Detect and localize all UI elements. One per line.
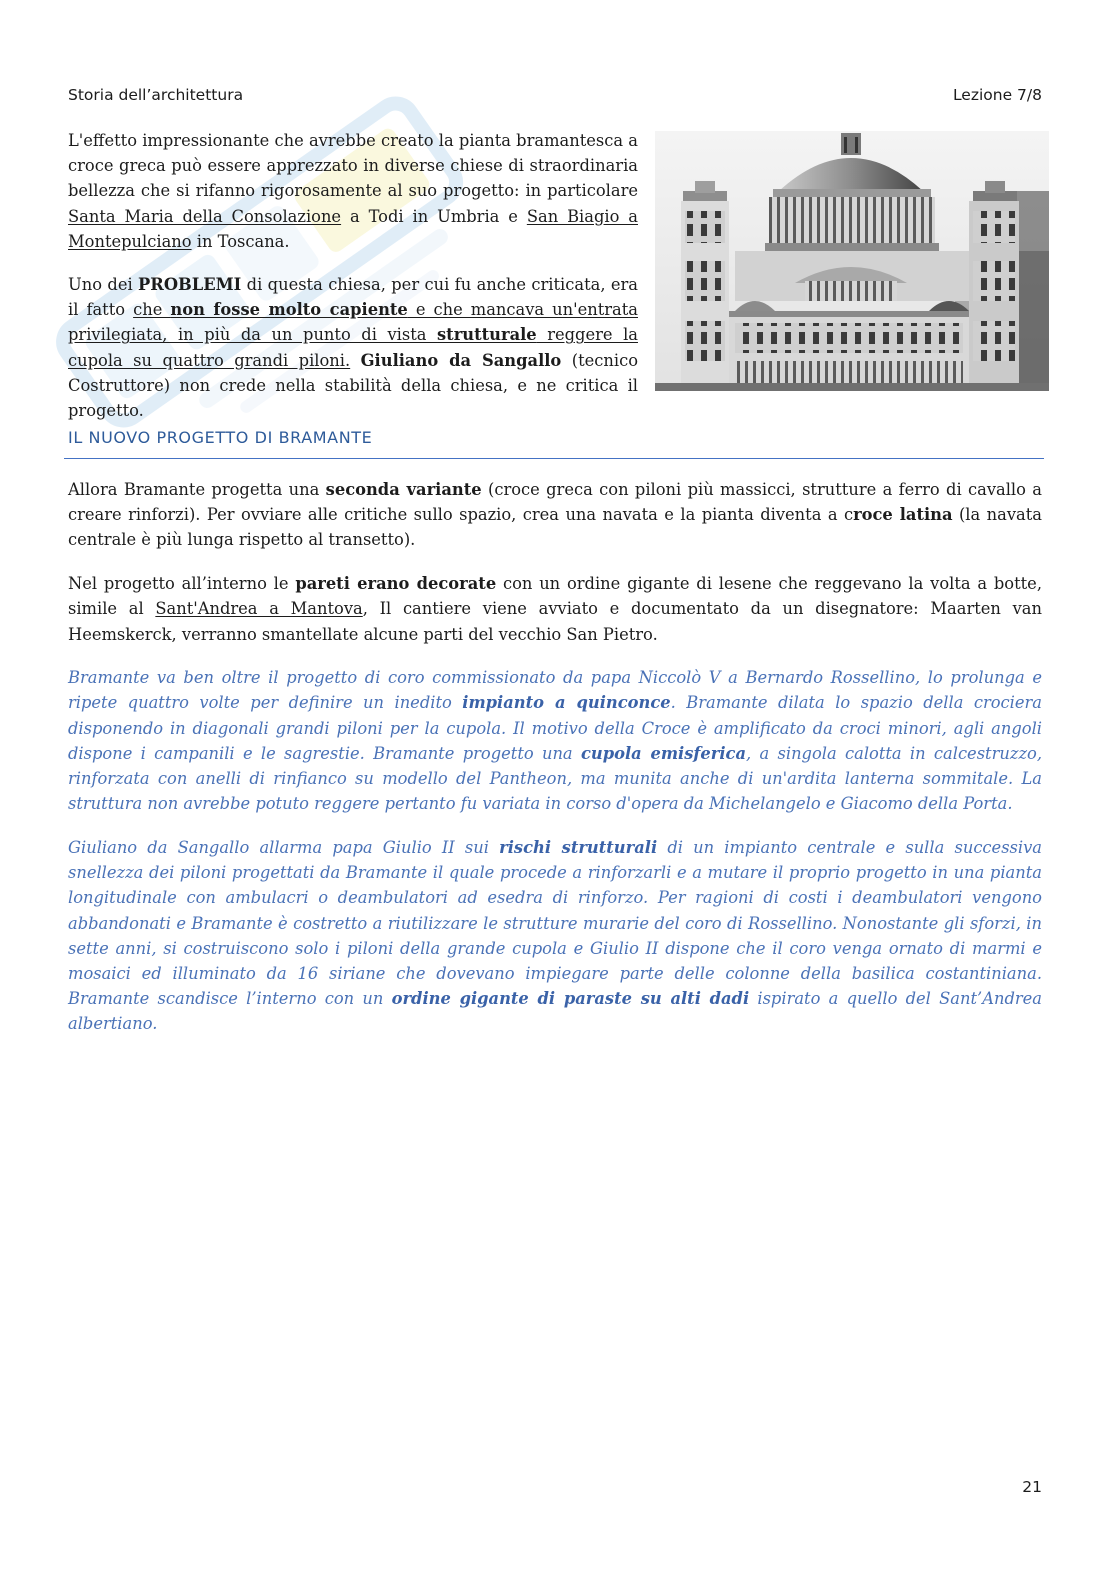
text-span: Bramante va ben oltre il progetto di coro commissionato da papa Niccolò V a Bernardo Rossellino, lo prolunga e ripete quattro volte per definire un inedito [68,668,1042,713]
text-span: , Il cantiere viene avviato e documentato da un disegnatore: Maarten van Heemskerck, verranno smantellate alcune parti del vecchio San Pietro. [68,599,1042,644]
bold-text: seconda variante [325,480,482,499]
bold-text: rischi strutturali [499,837,658,857]
bold-text: pareti erano decorate [295,574,497,594]
underlined-text: Santa Maria della Consolazione [68,206,342,226]
text-span: di un impianto centrale e sulla successiva snellezza dei piloni progettati da Bramante il quale procede a rinforzarli e a mutare il proprio progetto in una pianta longitudinale con ambulacri o deambulatori ad esedra di rinforzo. Per ragioni di costi i deambulatori vengono abbandonati e Bramante è costretto a riutilizzare le strutture murarie del coro di Rossellino. Nonostante gli sforzi, in sette anni, si costruiscono solo i piloni della grande cupola e Giulio II dispone che il coro venga ornato di marmi e mosaici ed illuminato da 16 siriane che dovevano impiegare parte delle colonne della basilica costantiniana. Bramante scandisce l’interno con un [68,837,1043,1009]
italic-paragraph-2 [68,835,1042,1037]
bold-underlined-text: strutturale [437,325,537,345]
text-span [350,351,360,370]
underlined-text: reggere la cupola su quattro grandi piloni. [68,325,638,370]
course-title: Storia dell’architettura [68,86,244,104]
underlined-text: Sant'Andrea a Mantova [155,599,363,619]
bold-text: cupola emisferica [580,743,747,763]
text-span: (croce greca con piloni più massicci, strutture a ferro di cavallo a creare rinforzi). Per ovviare alle critiche sullo spazio, crea una navata e la pianta diventa a c [68,480,1042,525]
text-span: Allora Bramante progetta una [68,480,326,499]
page-number: 21 [1022,1478,1042,1496]
intro-paragraph-2 [68,272,638,423]
text-span: Uno dei [68,275,139,295]
bold-text: ordine gigante di paraste su alti dadi [391,989,750,1009]
italic-paragraph-1 [68,665,1042,816]
main-paragraph-1 [68,477,1042,553]
bold-text: PROBLEMI [138,275,242,295]
intro-block [68,128,638,423]
intro-paragraph-1 [68,128,638,254]
text-span: Nel progetto all’interno le [68,574,296,594]
text-span: L'effetto impressionante che avrebbe creato la pianta bramantesca a croce greca può essere apprezzato in diverse chiese di straordinaria bellezza che si rifanno rigorosamente al suo progetto: in particolare [68,131,638,201]
church-engraving-image [655,131,1049,391]
underlined-text: e che mancava un'entrata privilegiata, in più da un punto di vista [68,300,638,345]
text-span: a Todi in Umbria e [341,206,527,226]
underlined-text: San Biagio a Montepulciano [68,206,638,251]
main-paragraph-2 [68,571,1042,647]
text-span: . Bramante dilata lo spazio della crociera disponendo in diagonali grandi piloni per la cupola. Il motivo della Croce è amplificato da croci minori, agli angoli dispone i campanili e le sagrestie. Bramante progetto una [68,693,1043,763]
church-elevation-figure [655,131,1049,391]
bold-text: roce latina [853,505,953,525]
text-span: di questa chiesa, per cui fu anche criticata, era il fatto [68,275,639,320]
bold-underlined-text: non fosse molto capiente [170,300,408,320]
lesson-label: Lezione 7/8 [952,86,1042,104]
text-span: (la navata centrale è più lunga rispetto al transetto). [68,505,1042,550]
bold-text: Giuliano da Sangallo [360,350,562,370]
text-span: con un ordine gigante di lesene che reggevano la volta a botte, simile al [68,574,1042,619]
page-header [68,86,1042,104]
section-heading: IL NUOVO PROGETTO DI BRAMANTE [68,428,373,447]
text-span: (tecnico Costruttore) non crede nella stabilità della chiesa, e ne critica il progetto. [68,350,639,421]
main-content [68,477,1042,1037]
bold-text: impianto a quinconce [462,693,671,713]
section-divider [64,458,1044,459]
text-span: , a singola calotta in calcestruzzo, rinforzata con anelli di rinfianco su modello del Pantheon, ma munita anche di un'ardita lanterna sommitale. La struttura non avrebbe potuto reggere pertanto fu variata in corso d'opera da Michelangelo e Giacomo della Porta. [68,743,1042,814]
text-span: in Toscana. [191,231,290,251]
text-span: ispirato a quello del Sant’Andrea albertiano. [68,989,1042,1034]
underlined-text: che [133,300,171,320]
text-span: Giuliano da Sangallo allarma papa Giulio II sui [68,837,500,857]
